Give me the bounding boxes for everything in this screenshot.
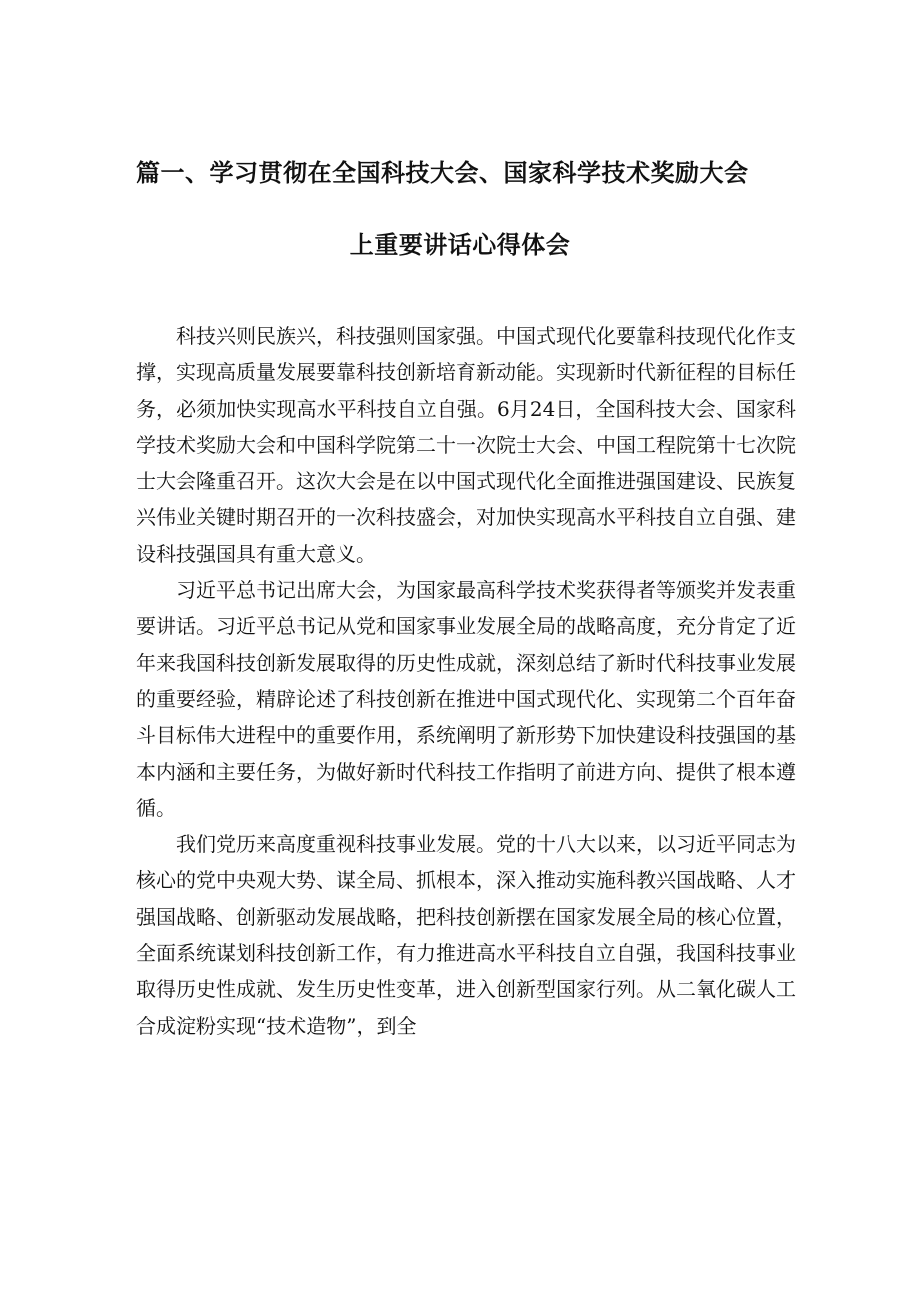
paragraph-2: 习近平总书记出席大会，为国家最高科学技术奖获得者等颁奖并发表重要讲话。习近平总书记从党和国家事业发展全局的战略高度，充分肯定了近年来我国科技创新发展取得的历史性成就，深刻总结了新时代科技事业发展的重要经验，精辟论述了科技创新在推进中国式现代化、实现第二个百年奋斗目标伟大进程中的重要作用，系统阐明了新形势下加快建设科技强国的基本内涵和主要任务，为做好新时代科技工作指明了前进方向、提供了根本遵循。 bbox=[136, 578, 796, 820]
document-title-line-2: 上重要讲话心得体会 bbox=[349, 231, 571, 259]
paragraph-3: 我们党历来高度重视科技事业发展。党的十八大以来，以习近平同志为核心的党中央观大势、谋全局、抓根本，深入推动实施科教兴国战略、人才强国战略、创新驱动发展战略，把科技创新摆在国家发展全局的核心位置，全面系统谋划科技创新工作，有力推进高水平科技自立自强，我国科技事业取得历史性成就、发生历史性变革，进入创新型国家行列。从二氧化碳人工合成淀粉实现“技术造物”，到全 bbox=[136, 832, 796, 1038]
document-body bbox=[136, 318, 796, 1044]
document-title-line-1: 篇一、学习贯彻在全国科技大会、国家科学技术奖励大会 bbox=[136, 159, 749, 187]
paragraph-1: 科技兴则民族兴，科技强则国家强。中国式现代化要靠科技现代化作支撑，实现高质量发展要靠科技创新培育新动能。实现新时代新征程的目标任务，必须加快实现高水平科技自立自强。6月24日，全国科技大会、国家科学技术奖励大会和中国科学院第二十一次院士大会、中国工程院第十七次院士大会隆重召开。这次大会是在以中国式现代化全面推进强国建设、民族复兴伟业关键时期召开的一次科技盛会，对加快实现高水平科技自立自强、建设科技强国具有重大意义。 bbox=[136, 324, 796, 566]
